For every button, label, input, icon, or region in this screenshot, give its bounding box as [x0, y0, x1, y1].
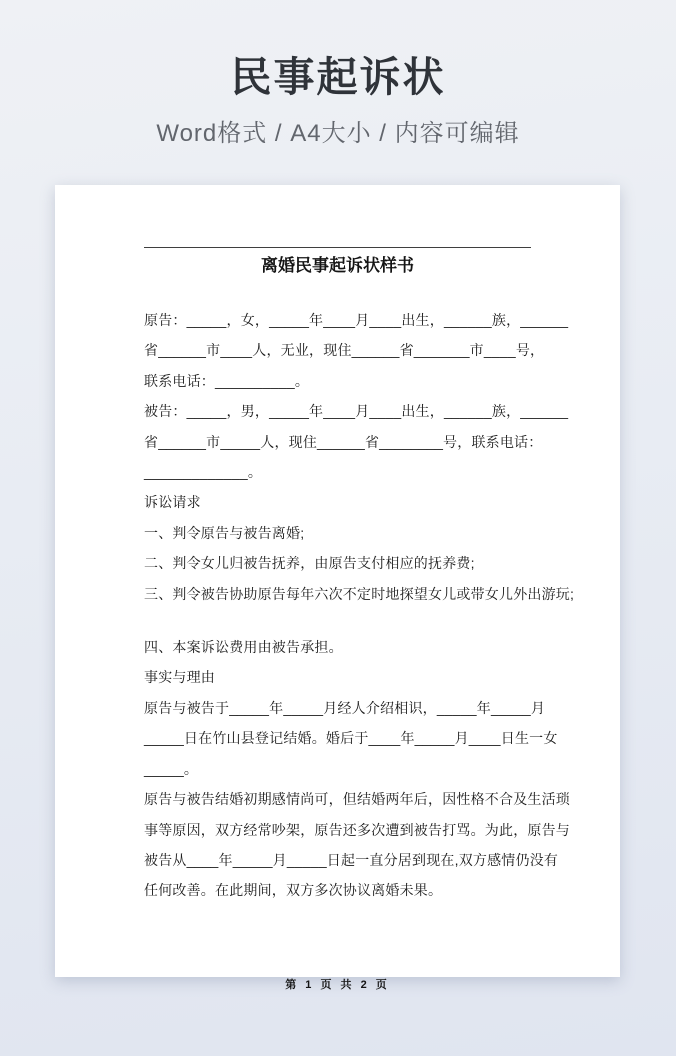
- doc-line-plaintiff-1: 原告：_____，女，_____年____月____出生，______族，______: [144, 312, 569, 328]
- doc-facts-line-2: _____日在竹山县登记结婚。婚后于____年_____月____日生一女: [144, 730, 558, 747]
- doc-claim-4: 四、本案诉讼费用由被告承担。: [144, 639, 343, 656]
- banner-title: 民事起诉状: [230, 54, 446, 100]
- doc-facts-line-6: 被告从____年_____月_____日起一直分居到现在,双方感情仍没有: [144, 851, 559, 868]
- doc-claim-3: 三、判令被告协助原告每年六次不定时地探望女儿或带女儿外出游玩;: [144, 585, 575, 602]
- document-page: [55, 185, 620, 991]
- doc-heading-facts: 事实与理由: [144, 669, 215, 686]
- banner-subtitle: Word格式 / A4大小 / 内容可编辑: [156, 120, 520, 148]
- doc-line-defendant-2: 省______市_____人，现住______省________号，联系电话：: [144, 433, 543, 450]
- doc-facts-line-5: 事等原因，双方经常吵架，原告还多次遭到被告打骂。为此，原告与: [144, 821, 570, 838]
- banner: [0, 0, 676, 148]
- doc-heading-claims: 诉讼请求: [144, 494, 201, 511]
- doc-line-defendant-1: 被告：_____，男，_____年____月____出生，______族，______: [144, 403, 569, 420]
- doc-facts-line-7: 任何改善。在此期间，双方多次协议离婚未果。: [144, 882, 443, 899]
- doc-facts-line-4: 原告与被告结婚初期感情尚可，但结婚两年后，因性格不合及生活琐: [144, 791, 570, 808]
- document-title: 离婚民事起诉状样书: [261, 256, 414, 275]
- doc-claim-2: 二、判令女儿归被告抚养，由原告支付相应的抚养费;: [144, 555, 475, 572]
- page-number: 第 1 页 共 2 页: [285, 979, 390, 991]
- doc-line-defendant-phone: _____________。: [144, 464, 263, 481]
- document-top-rule: [144, 247, 531, 248]
- doc-facts-line-3: _____。: [144, 760, 199, 777]
- doc-facts-line-1: 原告与被告于_____年_____月经人介绍相识，_____年_____月: [144, 699, 546, 716]
- doc-line-plaintiff-2: 省______市____人，无业，现住______省_______市____号，: [144, 342, 545, 359]
- doc-claim-1: 一、判令原告与被告离婚;: [144, 524, 305, 541]
- doc-line-plaintiff-phone: 联系电话：__________。: [144, 372, 310, 389]
- document-page-inner: [55, 247, 620, 1039]
- document-body: [144, 305, 575, 906]
